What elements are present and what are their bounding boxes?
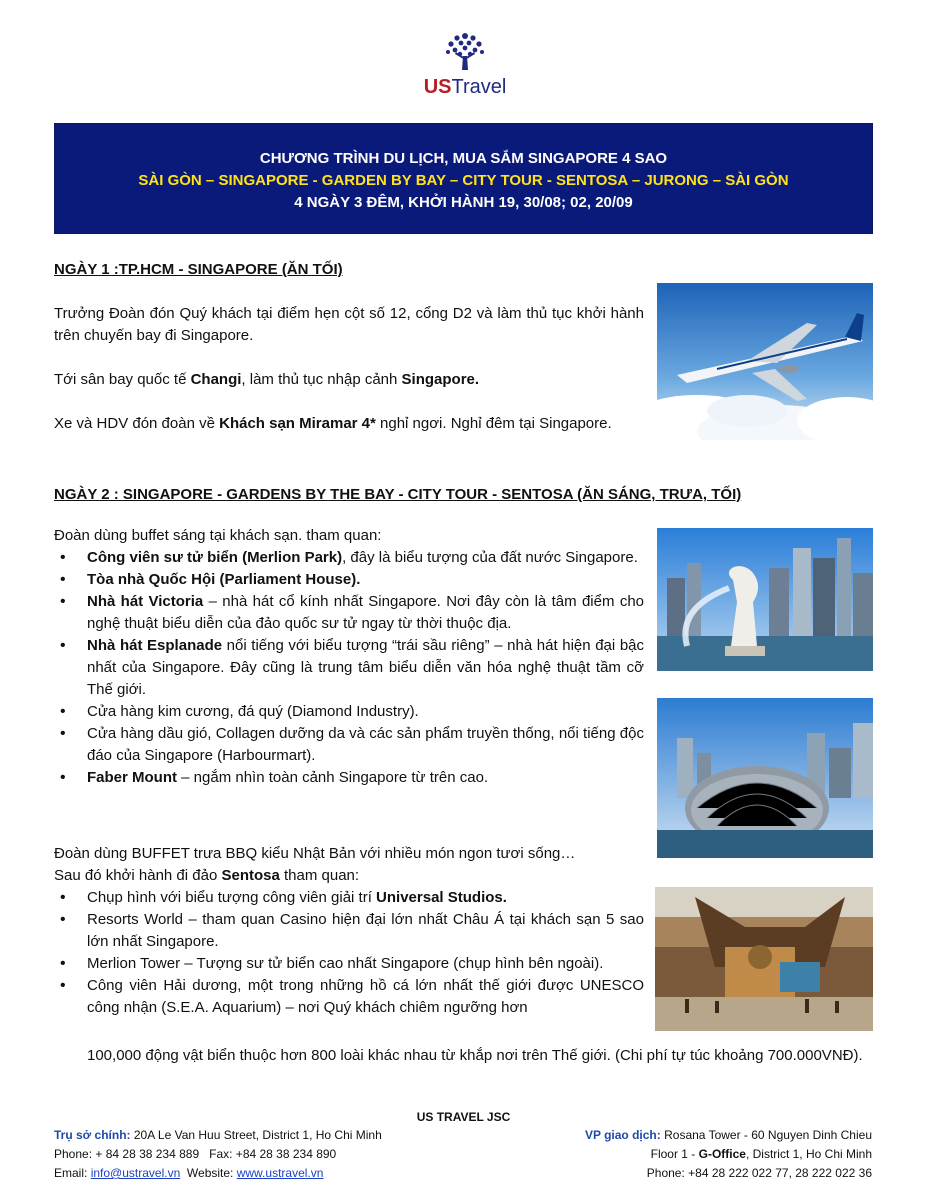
email-link[interactable]: info@ustravel.vn [90,1166,181,1180]
airplane-photo [657,283,873,440]
footer-company-name: US TRAVEL JSC [416,1110,511,1124]
list-item: • Nhà hát Victoria – nhà hát cổ kính nhất Singapore. Nơi đây còn là tâm điểm cho nghệ thuật biểu diễn của đảo quốc sư tử ngay từ thời thuộc địa. [54,591,644,635]
website-link[interactable]: www.ustravel.vn [236,1166,324,1180]
list-item: • Faber Mount – ngắm nhìn toàn cảnh Singapore từ trên cao. [54,767,644,789]
list-item: • Cửa hàng dầu gió, Collagen dưỡng da và các sản phẩm truyền thống, nổi tiếng độc đáo của Singapore (Harbourmart). [54,723,644,767]
list-item: • Công viên Hải dương, một trong những hồ cá lớn nhất thế giới được UNESCO công nhận (S.E.A. Aquarium) – nơi Quý khách chiêm ngưỡng hơn [54,975,644,1019]
day2-title: NGÀY 2 : SINGAPORE - GARDENS BY THE BAY - CITY TOUR - SENTOSA (ĂN SÁNG, TRƯA, TỐI) [54,486,742,503]
list-item: • Resorts World – tham quan Casino hiện đại lớn nhất Châu Á tại khách sạn 5 sao lớn nhất Singapore. [54,909,644,953]
day2-lunch: Đoàn dùng BUFFET trưa BBQ kiểu Nhật Bản với nhiều món ngon tươi sống… [54,845,576,862]
esplanade-photo [657,698,873,858]
logo-travel-text: Travel [451,76,507,98]
us-travel-logo [405,30,525,102]
day1-paragraph-1: Trưởng Đoàn đón Quý khách tại điểm hẹn cột số 12, cổng D2 và làm thủ tục khởi hành trên chuyến bay đi Singapore. [54,305,644,344]
list-item: • Nhà hát Esplanade nổi tiếng với biểu tượng “trái sầu riêng” – nhà hát hiện đại bậc nhất của Singapore. Đây cũng là trung tâm biểu diễn văn hóa nghệ thuật tầm cỡ Thế giới. [54,635,644,701]
sea-aquarium-photo [655,887,873,1031]
day2-aquarium-continued: 100,000 động vật biển thuộc hơn 800 loài khác nhau từ khắp nơi trên Thế giới. (Chi phí tự túc khoảng 700.000VNĐ). [87,1047,863,1064]
day2-sightseeing-list [54,547,644,789]
list-item: • Cửa hàng kim cương, đá quý (Diamond Industry). [54,701,644,723]
tree-of-people-icon [441,30,489,74]
day1-title: NGÀY 1 :TP.HCM - SINGAPORE (ĂN TỐI) [54,261,343,278]
program-title: CHƯƠNG TRÌNH DU LỊCH, MUA SẮM SINGAPORE 4 SAO [259,150,668,167]
footer-transaction-office: VP giao dịch: Rosana Tower - 60 Nguyen Dinh Chieu Floor 1 - G-Office, District 1, Ho Chi Minh Phone: +84 28 222 022 77, 28 222 022 36 [584,1128,872,1180]
program-header-banner [54,123,873,234]
list-item: • Merlion Tower – Tượng sư tử biển cao nhất Singapore (chụp hình bên ngoài). [54,953,644,975]
program-route: SÀI GÒN – SINGAPORE - GARDEN BY BAY – CITY TOUR - SENTOSA – JURONG – SÀI GÒN [138,172,789,189]
day2-sentosa-list [54,887,644,1019]
footer-headquarters: Trụ sở chính: 20A Le Van Huu Street, District 1, Ho Chi Minh Phone: + 84 28 38 234 889 Fax: +84 28 38 234 890 Email: info@ustravel.vn Website: www.ustravel.vn [54,1128,382,1180]
day2-intro: Đoàn dùng buffet sáng tại khách sạn. tham quan: [54,527,382,544]
list-item: • Tòa nhà Quốc Hội (Parliament House). [54,569,644,591]
list-item: • Chụp hình với biểu tượng công viên giải trí Universal Studios. [54,887,644,909]
logo-us-text: US [423,76,452,98]
list-item: • Công viên sư tử biển (Merlion Park), đây là biểu tượng của đất nước Singapore. [54,547,644,569]
day2-sentosa-intro: Sau đó khởi hành đi đảo Sentosa tham quan: [54,867,360,884]
merlion-park-photo [657,528,873,671]
day1-paragraph-3: Xe và HDV đón đoàn về Khách sạn Miramar 4* nghỉ ngơi. Nghỉ đêm tại Singapore. [54,415,612,432]
program-dates: 4 NGÀY 3 ĐÊM, KHỞI HÀNH 19, 30/08; 02, 20/09 [294,194,633,211]
day1-paragraph-2: Tới sân bay quốc tế Changi, làm thủ tục nhập cảnh Singapore. [54,371,480,388]
